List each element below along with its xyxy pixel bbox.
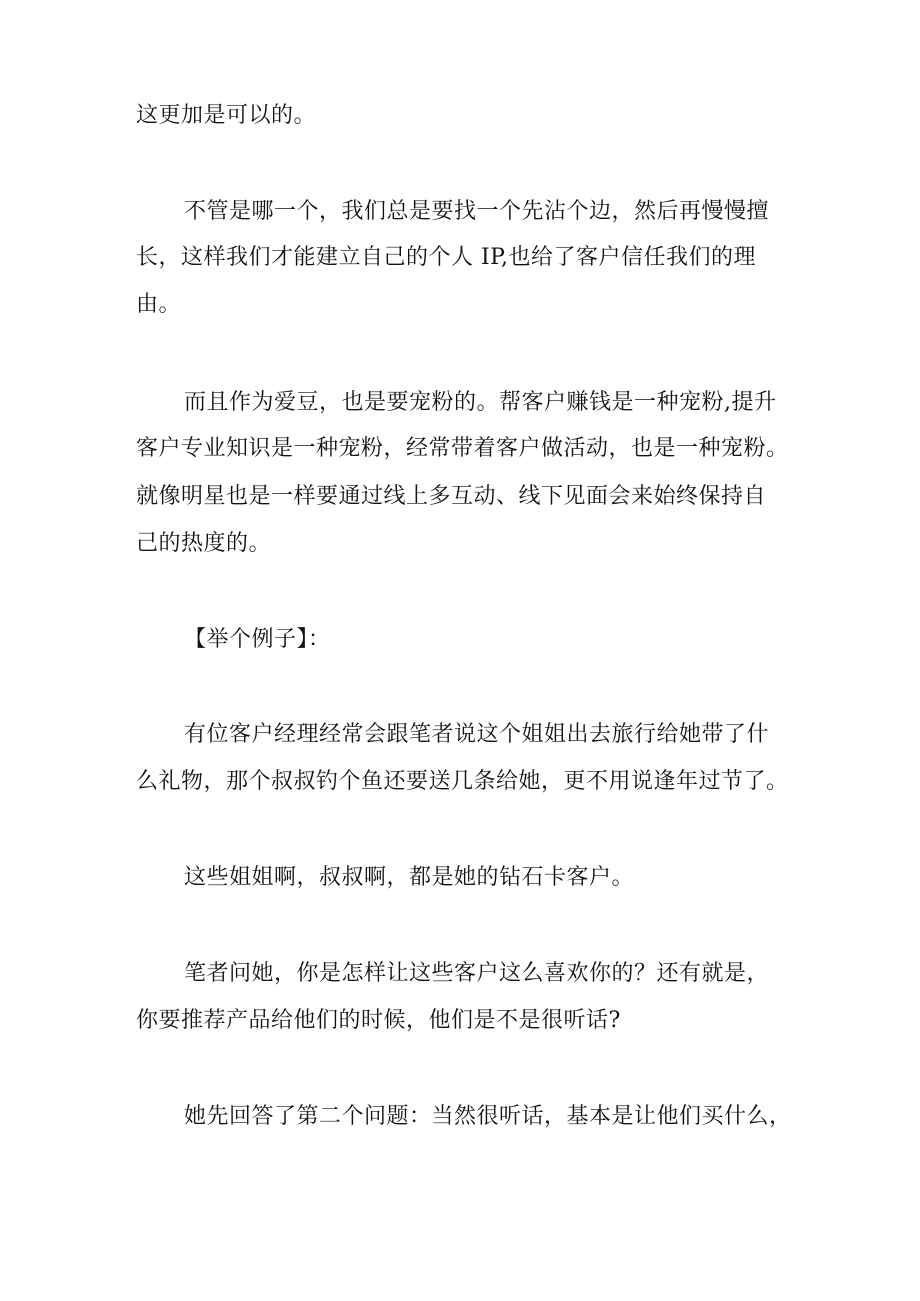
paragraph-line: 己的热度的。 (136, 531, 272, 556)
paragraph-line: 这更加是可以的。 (136, 103, 317, 128)
paragraph-line: 客户专业知识是一种宠粉，经常带着客户做活动，也是一种宠粉。 (136, 436, 789, 461)
example-heading: 【举个例子】： (184, 627, 331, 652)
paragraph-line: 就像明星也是一样要通过线上多互动、线下见面会来始终保持自 (136, 484, 767, 509)
paragraph-line: 她先回答了第二个问题：当然很听话，基本是让他们买什么， (184, 1104, 792, 1129)
paragraph-line: 这些姐姐啊，叔叔啊，都是她的钻石卡客户。 (184, 865, 635, 890)
paragraph-line: 而且作为爱豆，也是要宠粉的。帮客户赚钱是一种宠粉,提升 (184, 390, 777, 415)
paragraph-line: 么礼物，那个叔叔钓个鱼还要送几条给她，更不用说逢年过节了。 (136, 769, 789, 794)
paragraph-line: 有位客户经理经常会跟笔者说这个姐姐出去旅行给她带了什 (184, 722, 770, 747)
paragraph-line: 不管是哪一个，我们总是要找一个先沾个边，然后再慢慢擅 (184, 199, 770, 224)
paragraph-line: 由。 (136, 292, 182, 317)
paragraph-line: 笔者问她，你是怎样让这些客户这么喜欢你的？还有就是， (184, 961, 770, 986)
paragraph-line: 长，这样我们才能建立自己的个人 IP,也给了客户信任我们的理 (136, 245, 757, 270)
paragraph-line: 你要推荐产品给他们的时候，他们是不是很听话? (136, 1008, 621, 1033)
